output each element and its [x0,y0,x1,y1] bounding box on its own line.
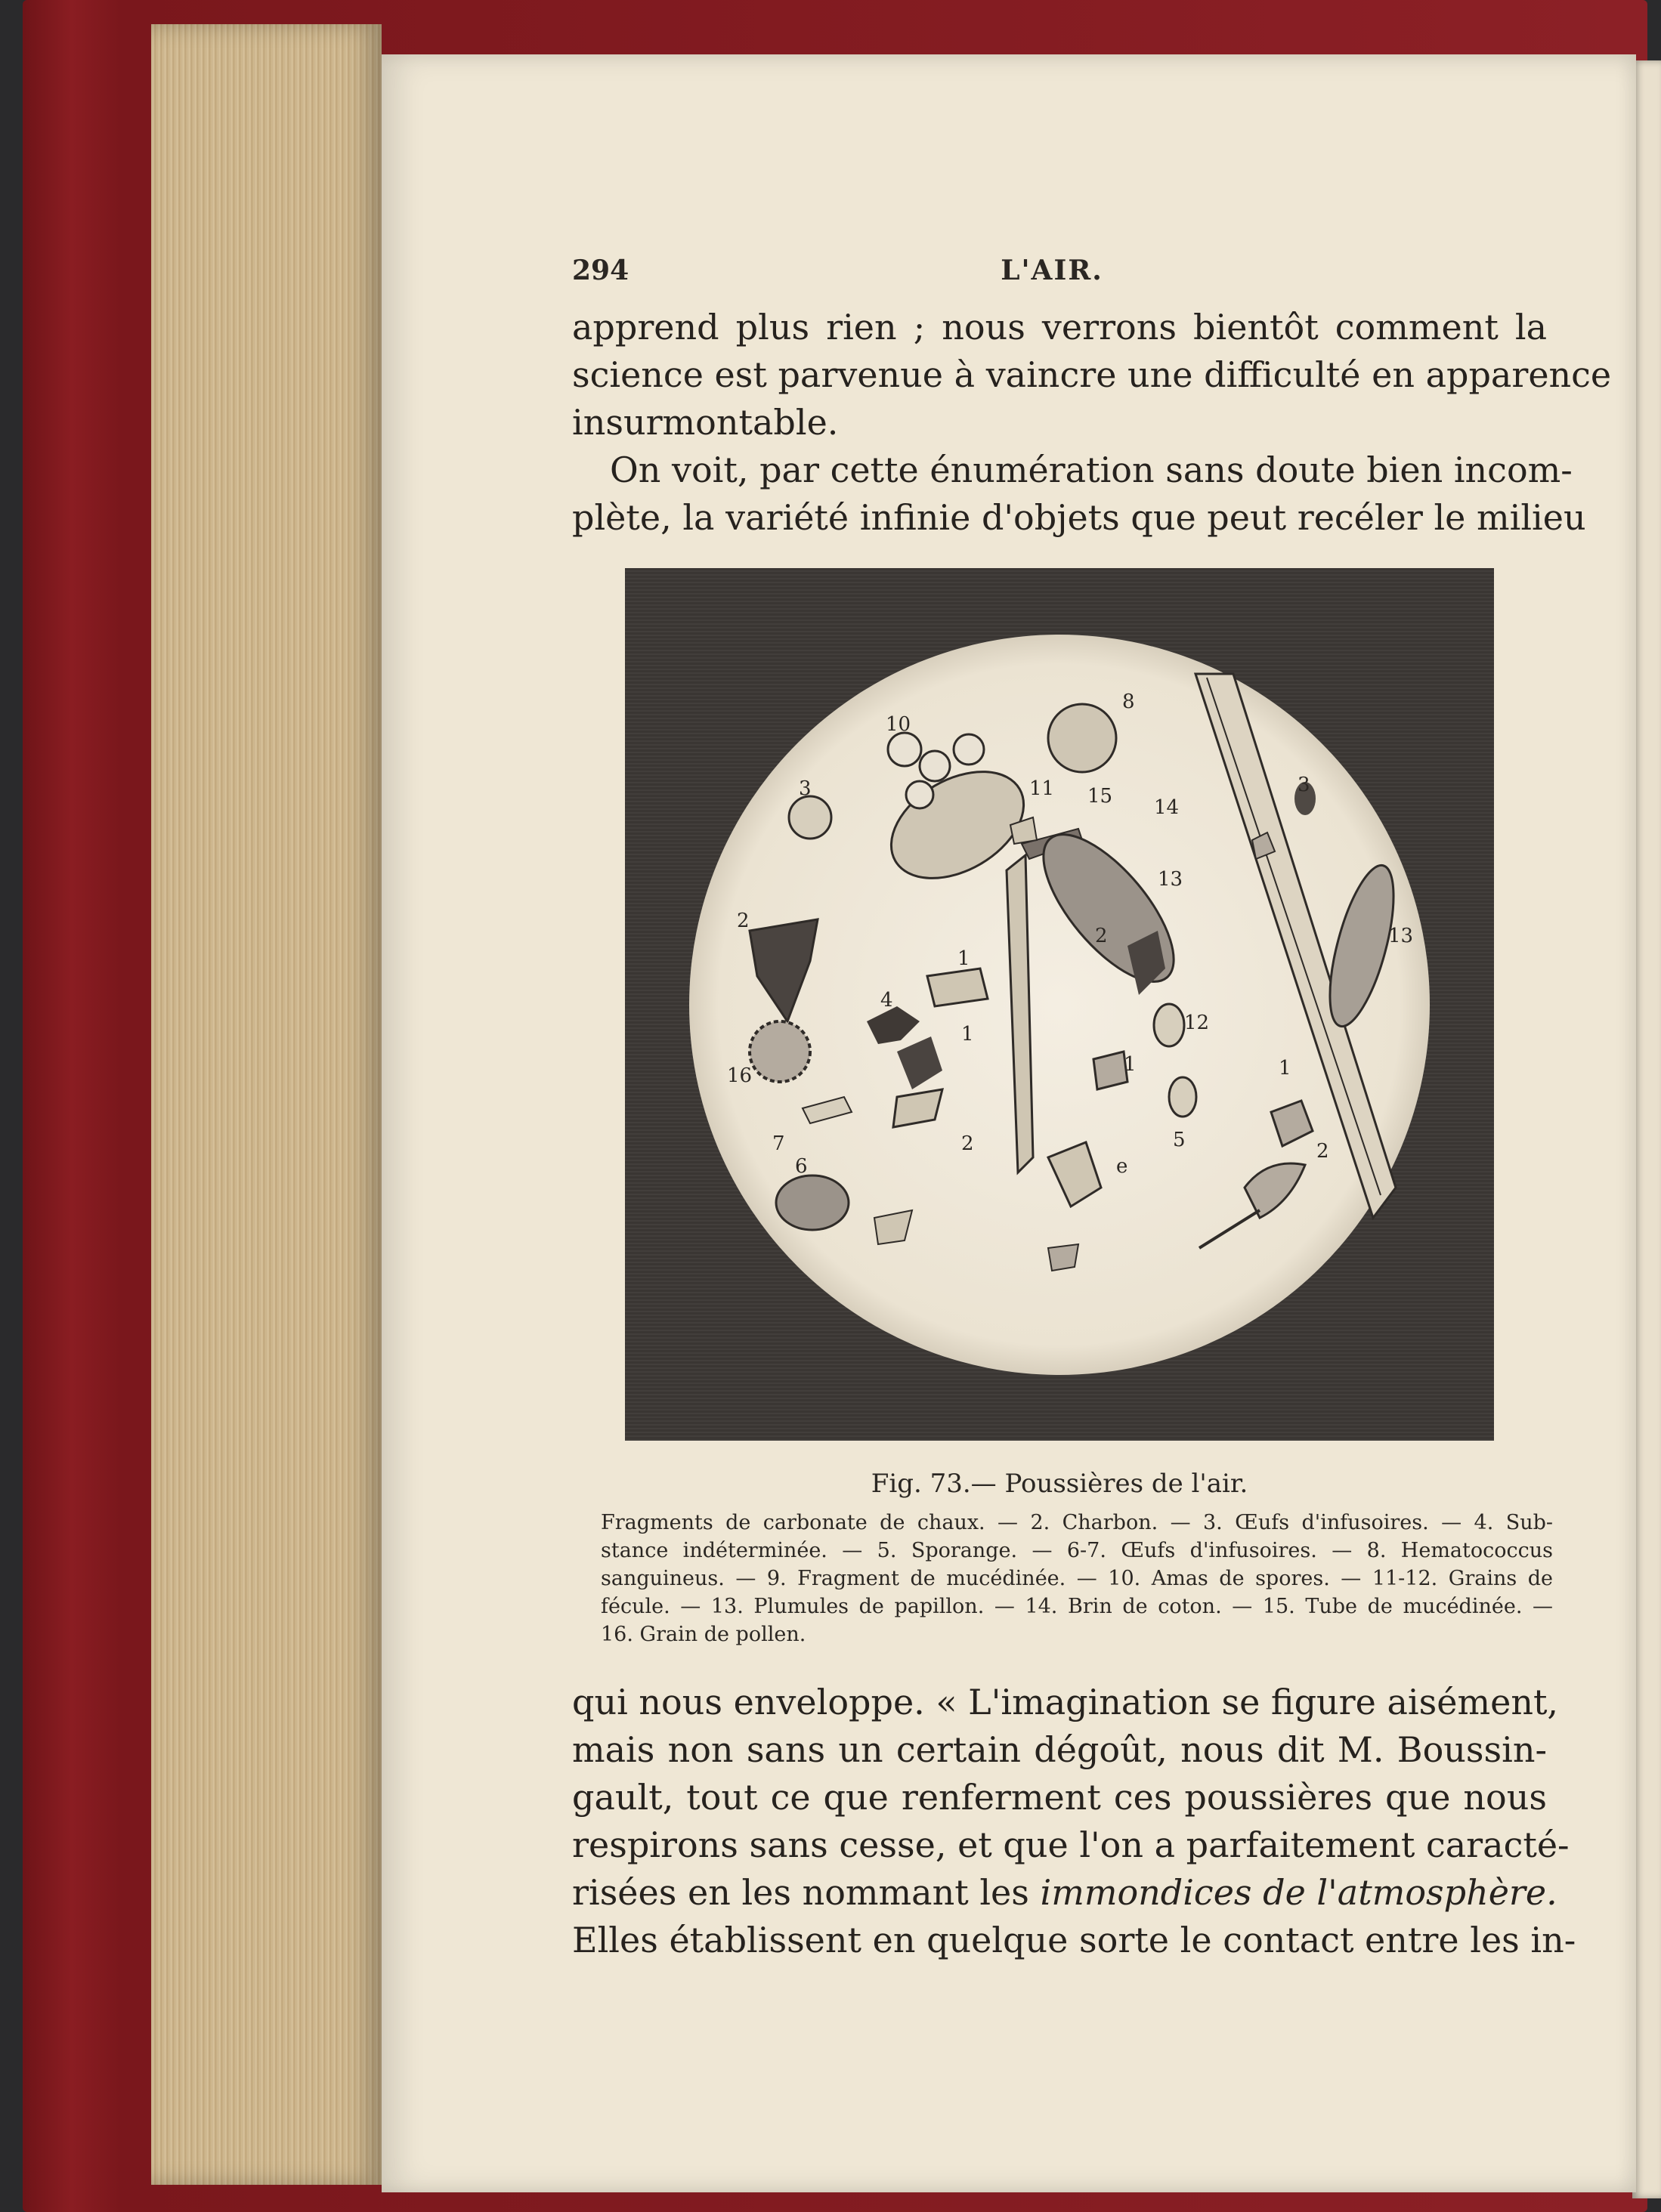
figure-label: 2 [1316,1140,1329,1163]
text-line: science est parvenue à vaincre une difficulté en apparence [572,354,1612,395]
figure-label: 2 [737,910,750,932]
text-line: Elles établissent en quelque sorte le contact entre les in- [572,1920,1576,1960]
text-segment: risées en les nommant les [572,1872,1041,1913]
paragraph-bottom [572,1679,1576,1964]
figure-label: 3 [1298,774,1310,796]
figure-label: 13 [1158,868,1183,891]
text-line: On voit, par cette énumération sans doute bien incom- [610,450,1573,490]
figure-label: 2 [961,1132,974,1155]
figure-label: 6 [795,1155,808,1178]
legend-line: fécule. — 13. Plumules de papillon. — 14. Brin de coton. — 15. Tube de mucédinée. — [601,1595,1553,1618]
text-line: apprend plus rien ; nous verrons bientôt comment la [572,307,1547,348]
figure-label: 8 [1122,690,1135,713]
figure-label: e [1116,1155,1128,1178]
figure-label: 15 [1087,785,1113,808]
starch-grain-small [1169,1077,1196,1117]
figure-label: 3 [799,777,812,800]
starch-grain-small [1154,1004,1184,1046]
figure-label: 1 [1279,1057,1291,1080]
carbonate-fragment [927,969,988,1006]
spore [888,733,921,766]
page-number: 294 [572,255,629,286]
microscope-figure [625,568,1494,1441]
carbonate-fragment [1093,1052,1127,1089]
text-line: qui nous enveloppe. « L'imagination se figure aisément, [572,1682,1559,1722]
legend-line: sanguineus. — 9. Fragment de mucédinée. — 10. Amas de spores. — 11-12. Grains de [601,1567,1553,1590]
figure-caption: Fig. 73.— Poussières de l'air. [871,1469,1248,1499]
figure-legend [601,1509,1553,1648]
page-header [572,255,1532,300]
infusoria-egg-large [776,1176,849,1230]
text-line: insurmontable. [572,402,839,443]
legend-line: Fragments de carbonate de chaux. — 2. Charbon. — 3. Œufs d'infusoires. — 4. Sub- [601,1511,1553,1534]
figure-label: 16 [727,1064,753,1087]
text-line: mais non sans un certain dégoût, nous dit M. Boussin- [572,1729,1547,1770]
figure-label: 1 [1124,1053,1137,1076]
figure-label: 13 [1388,925,1414,947]
figure-label: 10 [886,713,911,736]
figure-label: 7 [772,1132,785,1155]
microscope-illustration [625,568,1494,1441]
figure-label: 14 [1154,796,1180,819]
book-page [382,54,1636,2192]
italic-phrase: immondices de l'atmosphère. [1040,1872,1557,1913]
text-line: plète, la variété infinie d'objets que peut recéler le milieu [572,497,1586,538]
figure-label: 5 [1173,1129,1186,1151]
text-line: respirons sans cesse, et que l'on a parfaitement caracté- [572,1824,1570,1865]
legend-line: 16. Grain de pollen. [601,1623,806,1646]
figure-label: 12 [1184,1012,1210,1034]
pollen-grain [750,1021,810,1082]
figure-label: 1 [957,947,970,970]
figure-label: 11 [1029,777,1055,800]
fragment [1048,1244,1078,1271]
paragraph-top [572,304,1612,542]
spore [920,751,950,781]
facing-page-edge [1632,60,1661,2198]
legend-line: stance indéterminée. — 5. Sporange. — 6-7. Œufs d'infusoires. — 8. Hematococcus [601,1539,1553,1562]
text-line-with-italic [572,1869,1557,1917]
figure-label: 4 [880,989,893,1012]
figure-label: 2 [1095,925,1108,947]
spore [954,734,984,765]
infusoria-egg [789,796,831,839]
spore [906,781,933,808]
running-title: L'AIR. [1001,255,1103,286]
page-edges [151,24,382,2185]
text-line: gault, tout ce que renferment ces poussières que nous [572,1777,1547,1818]
hematococcus [1048,704,1116,772]
figure-label: 1 [961,1023,974,1046]
